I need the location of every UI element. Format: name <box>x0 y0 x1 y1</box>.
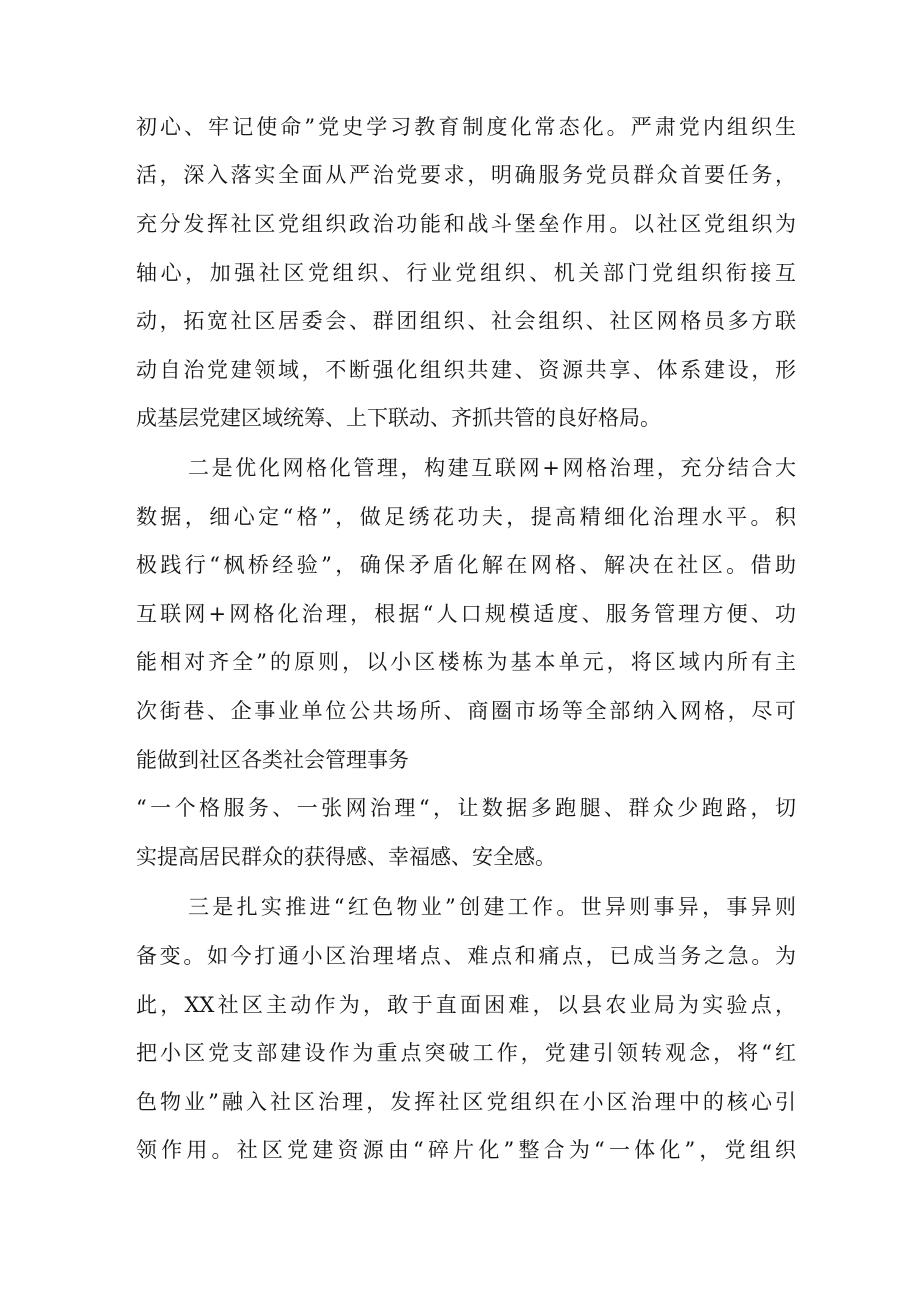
paragraph-line: 此，XX社区主动作为，敢于直面困难，以县农业局为实验点， <box>136 993 796 1017</box>
paragraph-line: 充分发挥社区党组织政治功能和战斗堡垒作用。以社区党组织为 <box>136 212 796 236</box>
paragraph-line: 动，拓宽社区居委会、群团组织、社会组织、社区网格员多方联 <box>136 309 796 333</box>
paragraph-line: 成基层党建区域统筹、上下联动、齐抓共管的良好格局。 <box>136 406 661 430</box>
paragraph-line: 二是优化网格化管理，构建互联网+网格治理，充分结合大 <box>188 456 796 480</box>
paragraph-line: 动自治党建领域，不断强化组织共建、资源共享、体系建设，形 <box>136 358 796 382</box>
paragraph-line: 轴心，加强社区党组织、行业党组织、机关部门党组织衔接互 <box>136 261 796 285</box>
paragraph-line: 互联网+网格化治理，根据“人口规模适度、服务管理方便、功 <box>136 602 796 626</box>
paragraph-line: 极践行“枫桥经验”，确保矛盾化解在网格、解决在社区。借助 <box>136 553 796 577</box>
paragraph-line: 实提高居民群众的获得感、幸福感、安全感。 <box>136 845 556 869</box>
paragraph-line: 色物业”融入社区治理，发挥社区党组织在小区治理中的核心引 <box>136 1090 796 1114</box>
paragraph-line: “一个格服务、一张网治理“，让数据多跑腿、群众少跑路，切 <box>136 796 796 820</box>
paragraph-line: 领作用。社区党建资源由“碎片化”整合为“一体化”，党组织 <box>136 1138 796 1162</box>
paragraph-line: 活，深入落实全面从严治党要求，明确服务党员群众首要任务， <box>136 163 796 187</box>
paragraph-line: 初心、牢记使命”党史学习教育制度化常态化。严肃党内组织生 <box>136 115 796 139</box>
paragraph-line: 能做到社区各类社会管理事务 <box>136 748 409 772</box>
paragraph-line: 能相对齐全”的原则，以小区楼栋为基本单元，将区域内所有主 <box>136 650 796 674</box>
paragraph-line: 数据，细心定“格”，做足绣花功夫，提高精细化治理水平。积 <box>136 505 796 529</box>
paragraph-line: 备变。如今打通小区治理堵点、难点和痛点，已成当务之急。为 <box>136 944 796 968</box>
paragraph-line: 三是扎实推进“红色物业”创建工作。世异则事异，事异则 <box>188 895 796 919</box>
paragraph-line: 把小区党支部建设作为重点突破工作，党建引领转观念，将“红 <box>136 1041 796 1065</box>
paragraph-line: 次街巷、企事业单位公共场所、商圈市场等全部纳入网格，尽可 <box>136 699 796 723</box>
